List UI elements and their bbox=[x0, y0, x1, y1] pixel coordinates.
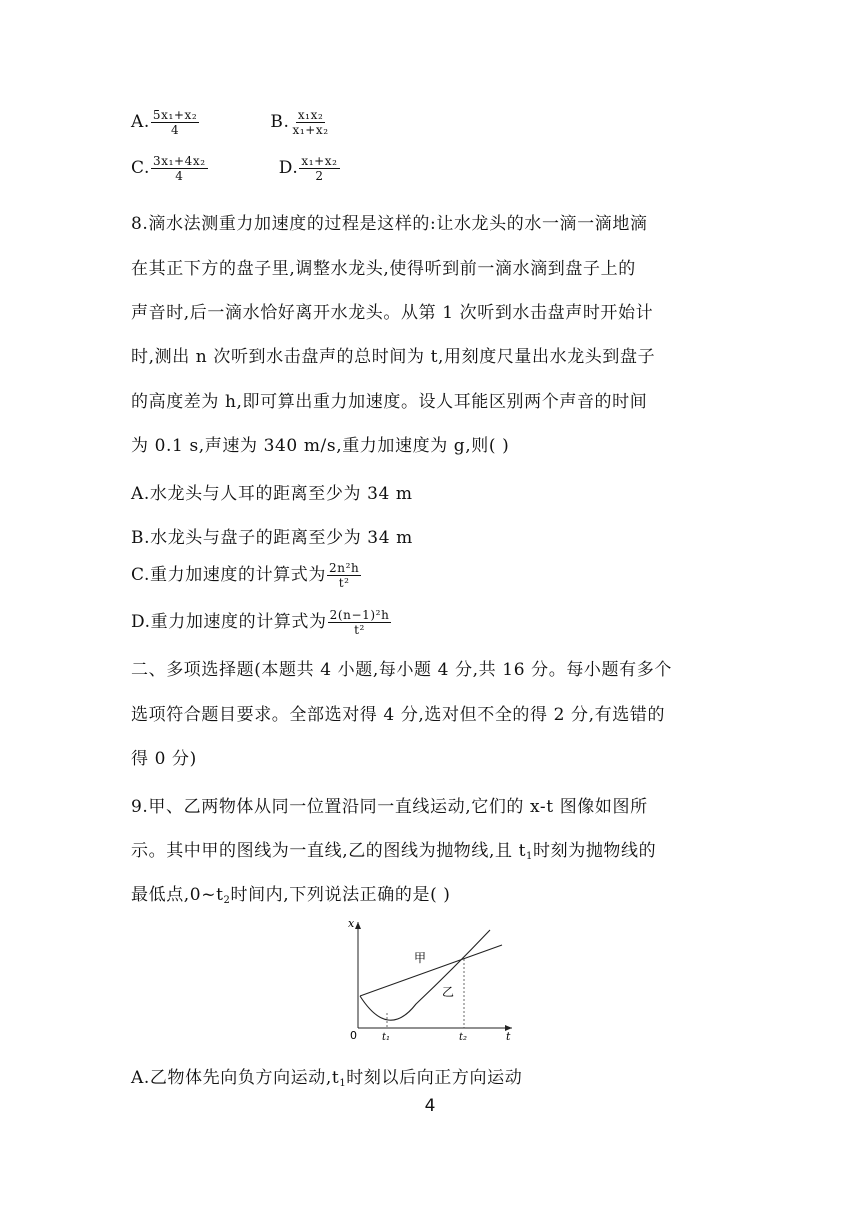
option-a-numerator: 5x₁+x₂ bbox=[152, 108, 198, 122]
option-a-denominator: 4 bbox=[170, 123, 180, 137]
y-axis-label: x bbox=[348, 917, 355, 930]
q9-line3-post: 时间内,下列说法正确的是( ) bbox=[230, 885, 451, 905]
q8-option-d bbox=[131, 607, 392, 637]
line-jia bbox=[360, 945, 502, 996]
q9-option-a bbox=[131, 1063, 522, 1089]
option-b-denominator: x₁+x₂ bbox=[292, 123, 329, 137]
t1-label: t₁ bbox=[382, 1032, 391, 1040]
option-c-denominator: 4 bbox=[175, 169, 184, 183]
option-c-numerator: 3x₁+4x₂ bbox=[153, 154, 206, 168]
q8-option-c bbox=[131, 560, 362, 590]
q9-line bbox=[131, 880, 451, 906]
q9-line2-post: 时刻为抛物线的 bbox=[533, 841, 657, 861]
option-c-fraction bbox=[151, 154, 208, 183]
q8-option-d-text: D.重力加速度的计算式为 bbox=[131, 612, 327, 632]
q8-line: 的高度差为 h,即可算出重力加速度。设人耳能区别两个声音的时间 bbox=[131, 392, 648, 412]
q9-line bbox=[131, 836, 656, 862]
option-c-label: C. bbox=[131, 158, 151, 178]
q8-option-c-numerator: 2n²h bbox=[329, 561, 360, 575]
q8-option-c-fraction bbox=[327, 561, 361, 590]
q8-line: 为 0.1 s,声速为 340 m/s,重力加速度为 g,则( ) bbox=[131, 436, 510, 456]
q8-line: 声音时,后一滴水恰好离开水龙头。从第 1 次听到水击盘声时开始计 bbox=[131, 303, 654, 323]
q9-line2-pre: 示。其中甲的图线为一直线,乙的图线为抛物线,且 t bbox=[131, 841, 527, 861]
q8-option-d-numerator: 2(n−1)²h bbox=[329, 608, 390, 622]
curve-yi bbox=[360, 930, 490, 1020]
line-jia-label: 甲 bbox=[414, 951, 427, 965]
q8-option-c-text: C.重力加速度的计算式为 bbox=[131, 565, 327, 585]
q8-option-d-fraction bbox=[328, 608, 392, 637]
y-axis-arrow bbox=[355, 922, 361, 929]
option-b-fraction bbox=[290, 108, 330, 137]
option-b-label: B. bbox=[270, 112, 290, 132]
q7-options-row-2 bbox=[131, 154, 341, 183]
curve-yi-label: 乙 bbox=[442, 985, 455, 999]
t2-label: t₂ bbox=[459, 1032, 468, 1040]
q9-option-a-post: 时刻以后向正方向运动 bbox=[346, 1068, 523, 1088]
option-d-numerator: x₁+x₂ bbox=[301, 154, 338, 168]
option-a-label: A. bbox=[131, 112, 150, 132]
x-axis-label: t bbox=[506, 1030, 511, 1040]
q7-options-row-1 bbox=[131, 108, 332, 137]
option-d-label: D. bbox=[278, 158, 299, 178]
q9-option-a-pre: A.乙物体先向负方向运动,t bbox=[131, 1068, 340, 1088]
q8-line: 在其正下方的盘子里,调整水龙头,使得听到前一滴水滴到盘子上的 bbox=[131, 259, 636, 279]
q9-line3-subscript: 2 bbox=[223, 895, 231, 906]
x-t-graph bbox=[340, 910, 520, 1040]
q8-option-a: A.水龙头与人耳的距离至少为 34 m bbox=[131, 484, 413, 504]
section-heading-line: 选项符合题目要求。全部选对得 4 分,选对但不全的得 2 分,有选错的 bbox=[131, 705, 666, 725]
q8-option-d-denominator: t² bbox=[354, 623, 365, 637]
q8-option-c-denominator: t² bbox=[338, 576, 350, 590]
q9-line: 9.甲、乙两物体从同一位置沿同一直线运动,它们的 x-t 图像如图所 bbox=[131, 797, 648, 817]
q8-line: 时,测出 n 次听到水击盘声的总时间为 t,用刻度尺量出水龙头到盘子 bbox=[131, 347, 656, 367]
page-number: 4 bbox=[424, 1096, 436, 1116]
option-b-numerator: x₁x₂ bbox=[297, 108, 324, 122]
section-heading-line: 得 0 分) bbox=[131, 749, 197, 769]
q9-line3-pre: 最低点,0~t bbox=[131, 885, 224, 905]
origin-label: 0 bbox=[350, 1029, 357, 1040]
q9-option-a-subscript: 1 bbox=[339, 1078, 347, 1089]
option-d-denominator: 2 bbox=[315, 169, 324, 183]
q8-line: 8.滴水法测重力加速度的过程是这样的:让水龙头的水一滴一滴地滴 bbox=[131, 214, 648, 234]
option-a-fraction bbox=[151, 108, 199, 137]
section-heading-line: 二、多项选择题(本题共 4 小题,每小题 4 分,共 16 分。每小题有多个 bbox=[131, 660, 672, 680]
q9-line2-subscript: 1 bbox=[526, 851, 534, 862]
q8-option-b: B.水龙头与盘子的距离至少为 34 m bbox=[131, 528, 413, 548]
option-d-fraction bbox=[299, 154, 339, 183]
